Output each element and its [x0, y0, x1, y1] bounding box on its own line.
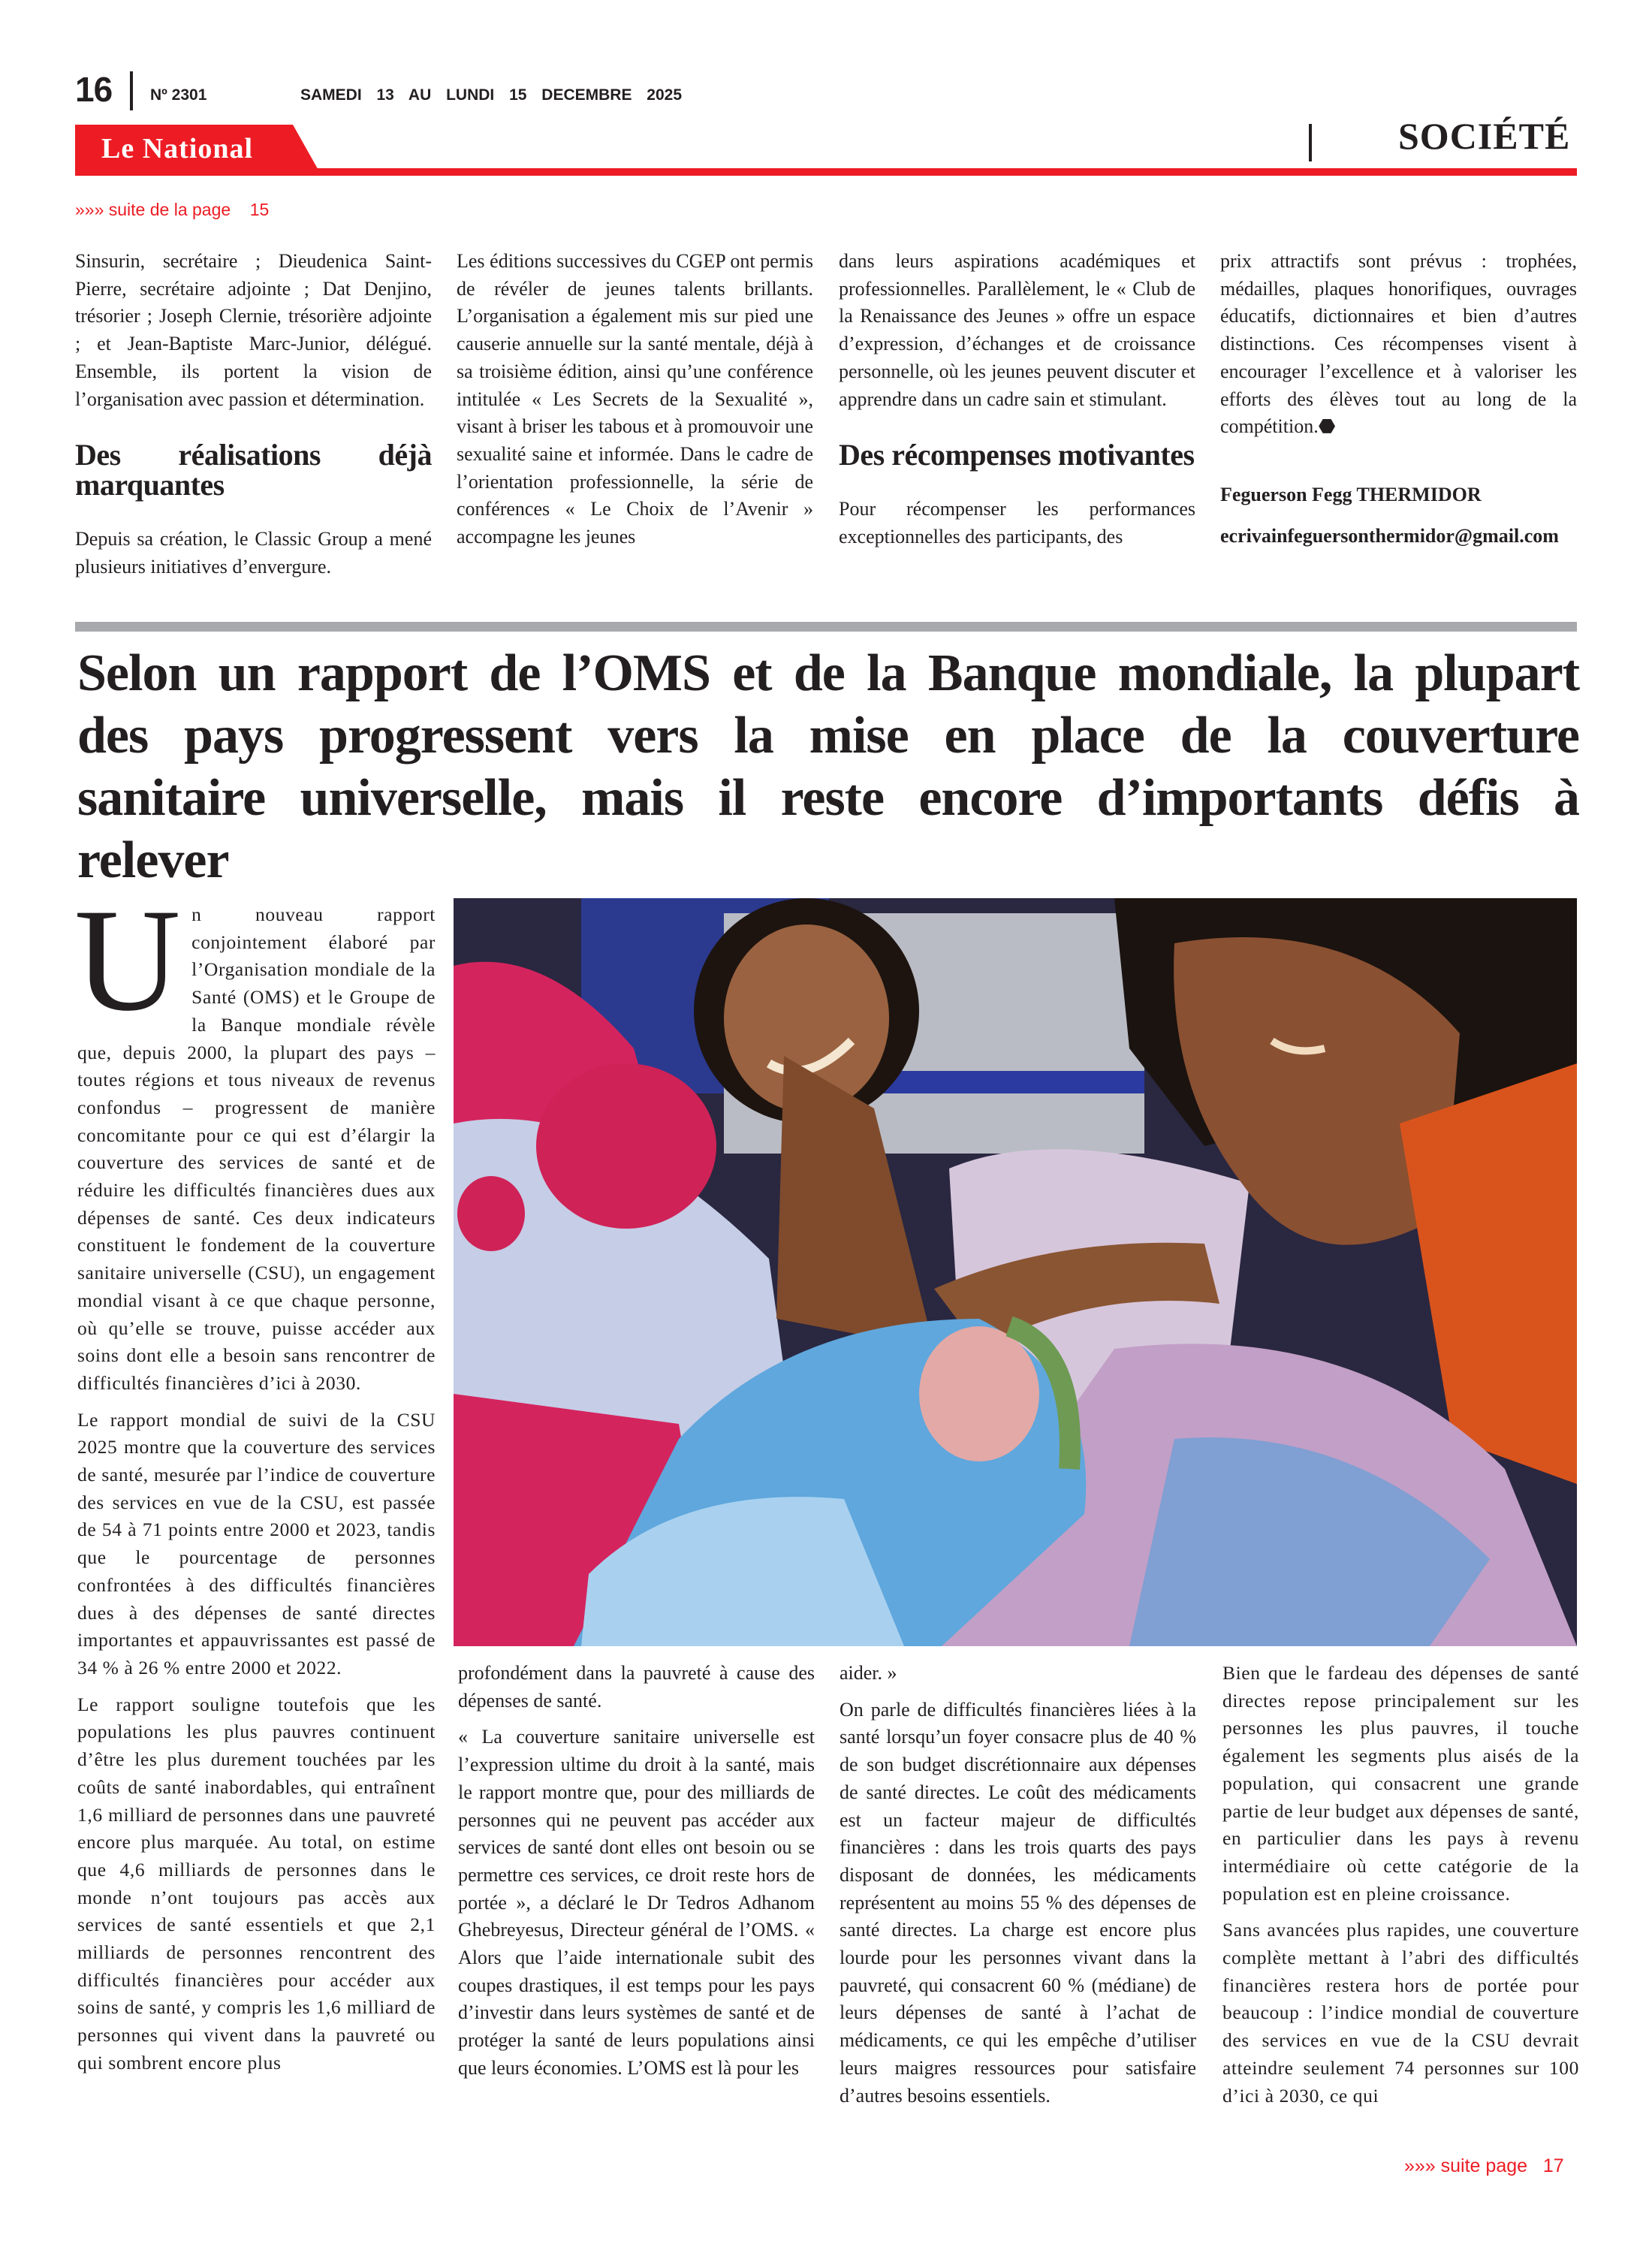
continued-from-label: »»» suite de la page: [75, 200, 231, 219]
continued-to-page: 17: [1542, 2155, 1564, 2176]
page-number: 16: [75, 70, 113, 109]
author-email[interactable]: ecrivainfeguersonthermidor@gmail.com: [1220, 524, 1559, 547]
issue-date: SAMEDI 13 AU LUNDI 15 DECEMBRE 2025: [300, 86, 682, 104]
prev-article-column-2: [457, 248, 813, 551]
newborn-family-photo: [454, 898, 1577, 1646]
paragraph: Depuis sa création, le Classic Group a mené plusieurs initiatives d’envergure.: [75, 528, 432, 578]
author-name: Feguerson Fegg THERMIDOR: [1220, 483, 1482, 505]
paragraph: dans leurs aspirations académiques et professionnelles. Parallèlement, le « Club de la Renaissance des Jeunes » offre un espace d’expression, d’échanges et de croissance personnelle, où les jeunes peuvent discuter et apprendre dans un cadre sain et stimulant.: [839, 250, 1195, 410]
end-mark-icon: ⬣: [1318, 415, 1336, 438]
subheading: Des récompenses motivantes: [839, 438, 1195, 472]
issue-number: Nº 2301: [150, 86, 207, 104]
paragraph: Le rapport souligne toutefois que les populations les plus pauvres continuent d’être les plus durement touchées par les coûts de santé inabordables, qui entraînent 1,6 milliard de personnes dans une pauvreté encore plus marquée. Au total, on estime que 4,6 milliards de personnes dans le monde n’ont toujours pas accès aux services de santé essentiels et que 2,1 milliards de personnes rencontrent des difficultés financières pour accéder aux soins de santé, y compris les 1,6 milliard de personnes qui vivent dans la pauvreté ou qui sombrent encore plus: [77, 1693, 436, 2074]
article-headline: [77, 642, 1579, 891]
divider: [130, 71, 133, 110]
prev-article-column-3: [839, 248, 1195, 551]
continued-from: [75, 200, 269, 220]
paragraph-text: prix attractifs sont prévus : trophées, médailles, plaques honorifiques, ouvrages éducatifs, dictionnaires et bien d’autres distinctions. Ces récompenses visent à encourager l’excellence et à valoriser les efforts des élèves tout au long de la compétition.: [1220, 250, 1577, 438]
paragraph: Sans avancées plus rapides, une couverture complète mettant à l’abri des difficultés financières restera hors de portée pour beaucoup : l’indice mondial de couverture des services en vue de la CSU devrait atteindre seulement 74 personnes sur 100 d’ici à 2030, ce qui: [1222, 1919, 1579, 2107]
continued-to-label: »»» suite page: [1404, 2155, 1528, 2176]
paragraph: [1220, 248, 1577, 441]
header-rule: [75, 168, 1577, 176]
newspaper-logo: Le National: [101, 133, 254, 164]
section-title: SOCIÉTÉ: [1398, 115, 1571, 157]
article-column-2: [458, 1660, 815, 2092]
paragraph: On parle de difficultés financières liées à la santé lorsqu’un foyer consacre plus de 40 % de son budget discrétionnaire aux dépenses de santé directes. Le coût des médicaments est un facteur majeur de difficultés financières : dans les trois quarts des pays disposant de données, les médicaments représentent au moins 55 % des dépenses de santé directes. La charge est encore plus lourde pour les personnes vivant dans la pauvreté, qui consacrent 60 % (médiane) de leurs dépenses de santé à l’achat de médicaments, ce qui les empêche d’utiliser leurs maigres ressources pour satisfaire d’autres besoins essentiels.: [840, 1698, 1196, 2107]
paragraph: aider. »: [840, 1662, 897, 1684]
quote-paragraph: « La couverture sanitaire universelle est l’expression ultime du droit à la santé, mais le rapport montre que, pour des milliards de personnes qui ne peuvent pas accéder aux services de santé dont elles ont besoin ou se permettre ces services, ce droit reste hors de portée », a déclaré le Dr Tedros Adhanom Ghebreyesus, Directeur général de l’OMS. « Alors que l’aide internationale subit des coupes drastiques, il est temps pour les pays d’investir dans leurs systèmes de santé et de protéger la santé de leurs populations ainsi que leurs économies. L’OMS est là pour les: [458, 1726, 815, 2079]
article-separator: [75, 622, 1577, 632]
prev-article-column-4: [1220, 248, 1577, 550]
headline-line: sanitaire universelle, mais il reste encore d’importants défis à: [77, 769, 1579, 827]
paragraph: Le rapport mondial de suivi de la CSU 2025 montre que la couverture des services de santé, mesurée par l’indice de couverture des services en vue de la CSU, est passée de 54 à 71 points entre 2000 et 2023, tandis que le pourcentage de personnes confrontées à des difficultés financières dues à des dépenses de santé directes importantes et appauvrissantes est passé de 34 % à 26 % entre 2000 et 2022.: [77, 1408, 436, 1678]
article-photo: [454, 898, 1577, 1646]
continued-from-page: 15: [249, 200, 270, 219]
divider: [1309, 124, 1312, 161]
paragraph: Bien que le fardeau des dépenses de santé directes repose principalement sur les personnes les plus pauvres, il touche également les segments plus aisés de la population, qui consacrent une grande partie de leur budget aux dépenses de santé, en particulier dans les pays à revenu intermédiaire où cette catégorie de la population est en pleine croissance.: [1222, 1662, 1579, 1905]
headline-line: relever: [77, 831, 229, 889]
continued-to[interactable]: [1404, 2155, 1564, 2177]
headline-line: des pays progressent vers la mise en place de la couverture: [77, 707, 1579, 765]
prev-article-column-1: [75, 248, 432, 581]
paragraph: profondément dans la pauvreté à cause des dépenses de santé.: [458, 1662, 815, 1712]
article-column-4: [1222, 1660, 1579, 2119]
subheading: Des réalisations déjà marquantes: [75, 438, 432, 502]
drop-cap: U: [74, 879, 182, 1042]
article-column-3: [840, 1660, 1196, 2119]
paragraph: n nouveau rapport conjointement élaboré par l’Organisation mondiale de la Santé (OMS) et le Groupe de la Banque mondiale révèle que, depuis 2000, la plupart des pays – toutes régions et tous niveaux de revenus confondus – progressent de manière concomitante pour ce qui est d’élargir la couverture des services de santé et de réduire les difficultés financières dues aux dépenses de santé. Ces deux indicateurs constituent le fondement de la couverture sanitaire universelle (CSU), un engagement mondial visant à ce que chaque personne, où qu’elle se trouve, puisse accéder aux soins dont elle a besoin sans rencontrer de difficultés financières d’ici à 2030.: [77, 903, 436, 1394]
paragraph: Pour récompenser les performances exceptionnelles des participants, des: [839, 498, 1195, 547]
article-column-1: [74, 879, 436, 2086]
paragraph: Les éditions successives du CGEP ont permis de révéler de jeunes talents brillants. L’organisation a également mis sur pied une causerie annuelle sur la santé mentale, déjà à sa troisième édition, ainsi qu’une conférence intitulée « Les Secrets de la Sexualité », visant à briser les tabous et à promouvoir une sexualité saine et informée. Dans le cadre de l’orientation professionnelle, la série de conférences « Le Choix de l’Avenir » accompagne les jeunes: [457, 250, 813, 548]
headline-line: Selon un rapport de l’OMS et de la Banque mondiale, la plupart: [77, 644, 1579, 702]
paragraph: Sinsurin, secrétaire ; Dieudenica Saint-Pierre, secrétaire adjointe ; Dat Denjino, trésorier ; Joseph Clernie, trésorière adjointe ; et Jean-Baptiste Marc-Junior, délégué. Ensemble, ils portent la vision de l’organisation avec passion et détermination.: [75, 250, 432, 410]
